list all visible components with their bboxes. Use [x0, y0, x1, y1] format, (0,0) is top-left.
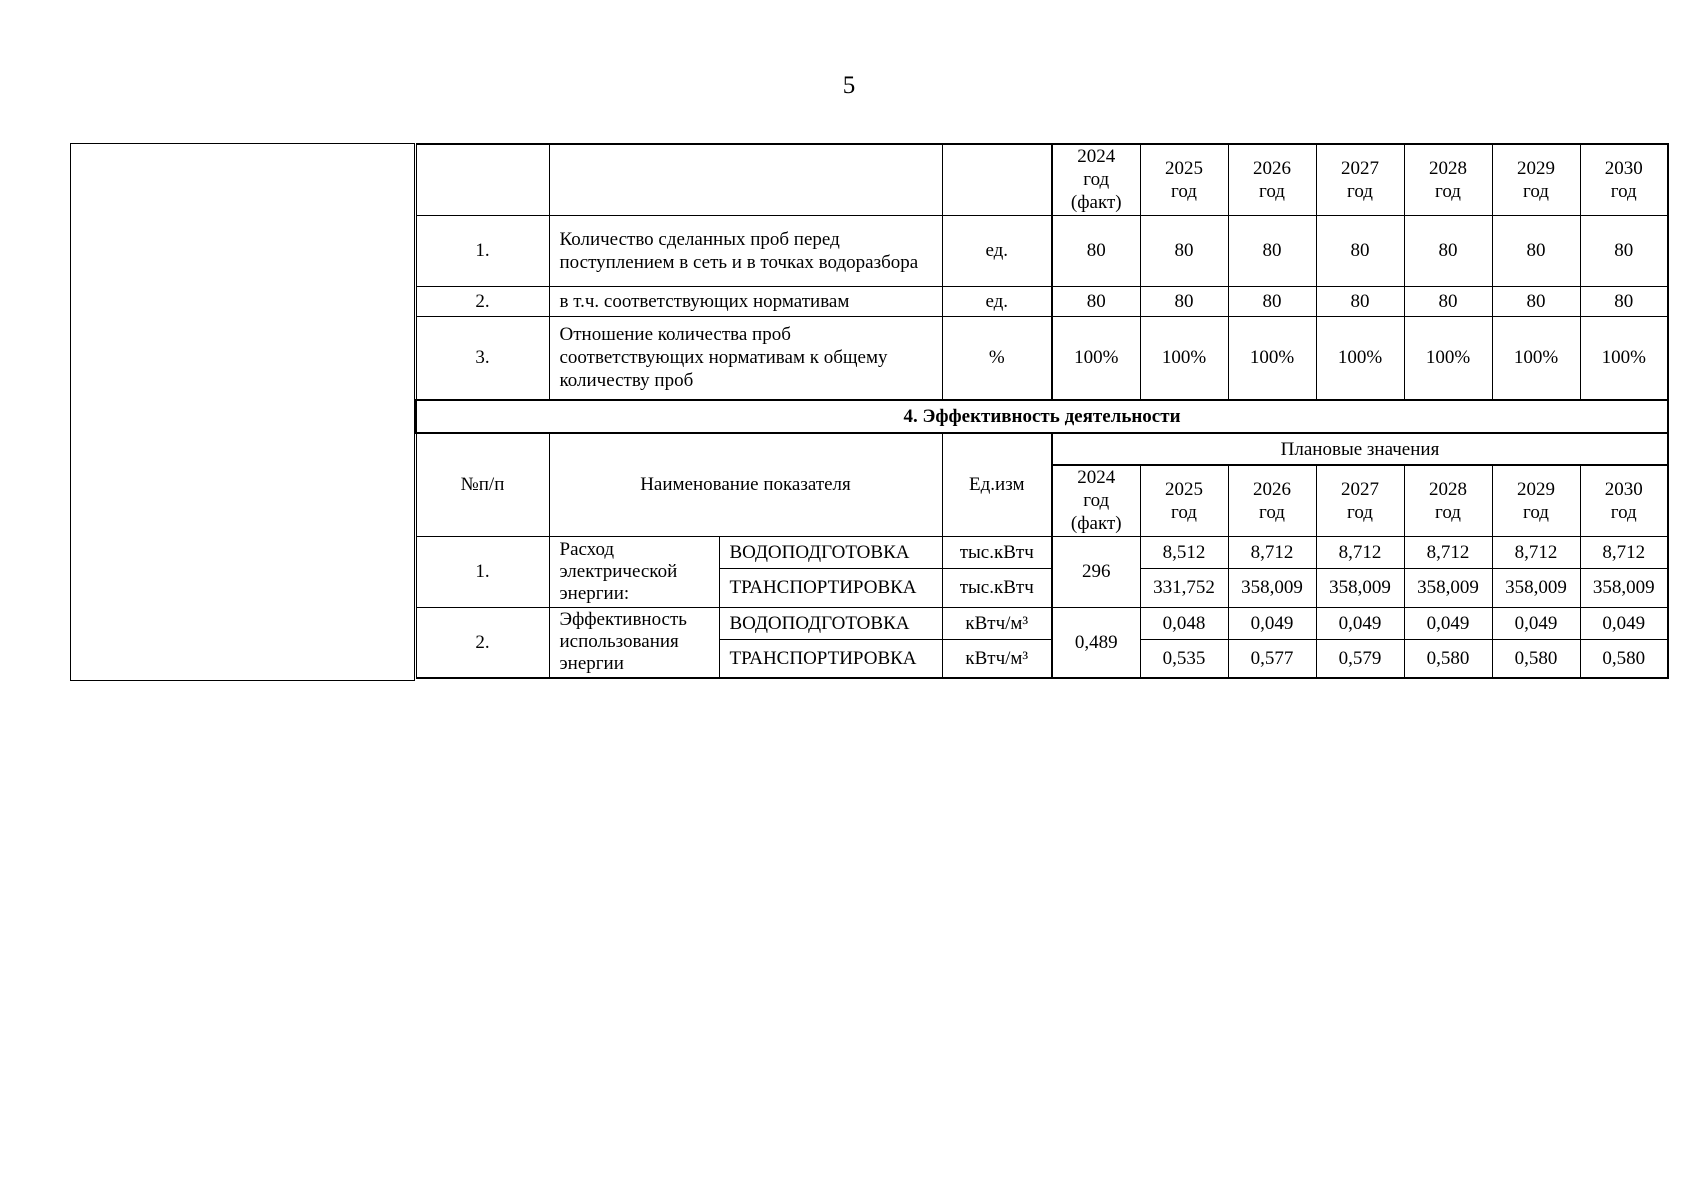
samples-row [416, 316, 1668, 400]
indicator-name: Расход электрической энергии: [549, 536, 719, 607]
header-unit-empty [942, 144, 1052, 215]
sub-indicator: ВОДОПОДГОТОВКА [719, 607, 942, 639]
value-cell: 100% [1228, 316, 1316, 400]
value-cell: 0,580 [1492, 639, 1580, 678]
header-num: №п/п [416, 433, 549, 536]
value-cell: 358,009 [1316, 568, 1404, 607]
samples-row [416, 215, 1668, 286]
value-cell: 0,048 [1140, 607, 1228, 639]
unit-cell: ед. [942, 286, 1052, 316]
unit-cell: ед. [942, 215, 1052, 286]
section-title: 4. Эффективность деятельности [416, 400, 1668, 433]
value-cell: 0,580 [1404, 639, 1492, 678]
sub-indicator: ТРАНСПОРТИРОВКА [719, 639, 942, 678]
value-cell: 80 [1140, 215, 1228, 286]
year-header-cell: 2026 год [1228, 144, 1316, 215]
year-header-cell: 2027 год [1316, 465, 1404, 536]
year-header-cell: 2029 год [1492, 465, 1580, 536]
value-cell: 80 [1580, 286, 1668, 316]
unit-cell: кВтч/м³ [942, 607, 1052, 639]
value-cell: 80 [1228, 286, 1316, 316]
row-number: 1. [416, 536, 549, 607]
fact-value: 296 [1052, 536, 1140, 607]
value-cell: 8,712 [1492, 536, 1580, 568]
year-header-cell: 2027 год [1316, 144, 1404, 215]
value-cell: 358,009 [1228, 568, 1316, 607]
efficiency-row [416, 607, 1668, 639]
indicators-table [415, 143, 1669, 679]
year-header-cell: 2024 год (факт) [1052, 465, 1140, 536]
planned-values-header: Плановые значения [1052, 433, 1668, 465]
year-header-cell: 2028 год [1404, 465, 1492, 536]
value-cell: 0,049 [1404, 607, 1492, 639]
unit-cell: тыс.кВтч [942, 536, 1052, 568]
samples-header-row [416, 144, 1668, 215]
value-cell: 80 [1228, 215, 1316, 286]
efficiency-row [416, 536, 1668, 568]
value-cell: 80 [1316, 286, 1404, 316]
row-number: 1. [416, 215, 549, 286]
row-number: 2. [416, 286, 549, 316]
sub-indicator: ВОДОПОДГОТОВКА [719, 536, 942, 568]
value-cell: 80 [1580, 215, 1668, 286]
value-cell: 80 [1492, 215, 1580, 286]
header-name-empty [549, 144, 942, 215]
row-number: 3. [416, 316, 549, 400]
unit-cell: тыс.кВтч [942, 568, 1052, 607]
value-cell: 80 [1404, 286, 1492, 316]
value-cell: 0,049 [1316, 607, 1404, 639]
year-header-cell: 2025 год [1140, 465, 1228, 536]
value-cell: 80 [1052, 215, 1140, 286]
indicator-name: Отношение количества проб соответствующих нормативам к общему количеству проб [549, 316, 942, 400]
value-cell: 0,049 [1580, 607, 1668, 639]
value-cell: 0,535 [1140, 639, 1228, 678]
unit-cell: кВтч/м³ [942, 639, 1052, 678]
year-header-cell: 2029 год [1492, 144, 1580, 215]
value-cell: 100% [1316, 316, 1404, 400]
indicator-name: Количество сделанных проб перед поступлением в сеть и в точках водоразбора [549, 215, 942, 286]
value-cell: 100% [1580, 316, 1668, 400]
year-header-cell: 2028 год [1404, 144, 1492, 215]
left-empty-column [70, 143, 415, 681]
value-cell: 80 [1052, 286, 1140, 316]
header-name: Наименование показателя [549, 433, 942, 536]
year-header-cell: 2030 год [1580, 144, 1668, 215]
indicator-name: в т.ч. соответствующих нормативам [549, 286, 942, 316]
unit-cell: % [942, 316, 1052, 400]
value-cell: 80 [1316, 215, 1404, 286]
indicator-name: Эффективность использования энергии [549, 607, 719, 678]
section-title-row [416, 400, 1668, 433]
value-cell: 8,712 [1404, 536, 1492, 568]
value-cell: 100% [1140, 316, 1228, 400]
table-body [416, 144, 1668, 678]
efficiency-header-row [416, 433, 1668, 465]
header-num-empty [416, 144, 549, 215]
fact-value: 0,489 [1052, 607, 1140, 678]
year-header-cell: 2024 год (факт) [1052, 144, 1140, 215]
value-cell: 8,512 [1140, 536, 1228, 568]
value-cell: 8,712 [1228, 536, 1316, 568]
value-cell: 8,712 [1316, 536, 1404, 568]
value-cell: 0,577 [1228, 639, 1316, 678]
year-header-cell: 2030 год [1580, 465, 1668, 536]
value-cell: 0,049 [1492, 607, 1580, 639]
samples-row [416, 286, 1668, 316]
value-cell: 0,049 [1228, 607, 1316, 639]
value-cell: 0,579 [1316, 639, 1404, 678]
value-cell: 358,009 [1580, 568, 1668, 607]
year-header-cell: 2026 год [1228, 465, 1316, 536]
row-number: 2. [416, 607, 549, 678]
value-cell: 80 [1492, 286, 1580, 316]
page-number: 5 [842, 72, 856, 99]
value-cell: 100% [1404, 316, 1492, 400]
value-cell: 331,752 [1140, 568, 1228, 607]
value-cell: 80 [1404, 215, 1492, 286]
value-cell: 0,580 [1580, 639, 1668, 678]
value-cell: 8,712 [1580, 536, 1668, 568]
value-cell: 100% [1492, 316, 1580, 400]
value-cell: 100% [1052, 316, 1140, 400]
value-cell: 80 [1140, 286, 1228, 316]
value-cell: 358,009 [1492, 568, 1580, 607]
sub-indicator: ТРАНСПОРТИРОВКА [719, 568, 942, 607]
value-cell: 358,009 [1404, 568, 1492, 607]
header-unit: Ед.изм [942, 433, 1052, 536]
year-header-cell: 2025 год [1140, 144, 1228, 215]
